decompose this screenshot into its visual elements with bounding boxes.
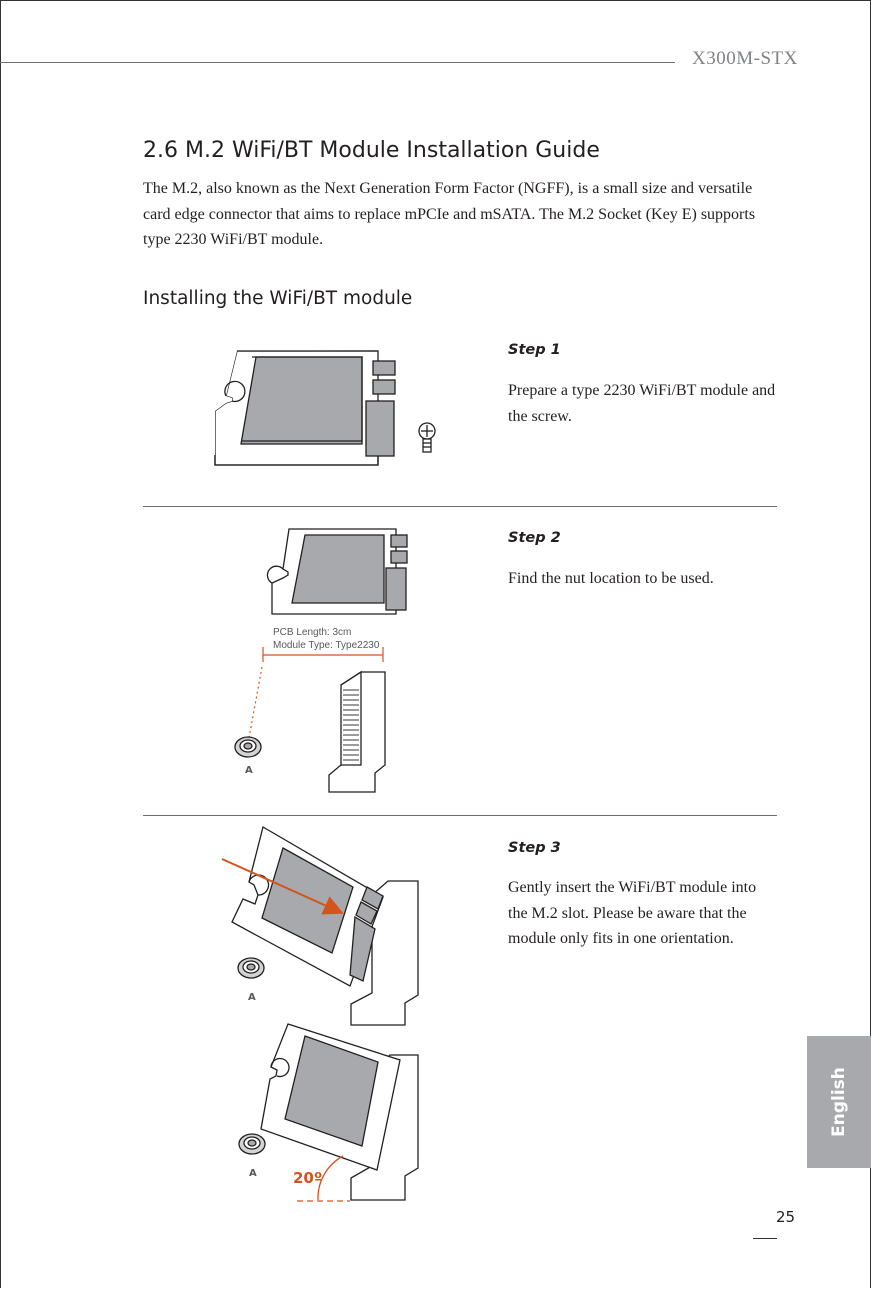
language-tab-label-wrap	[807, 1036, 871, 1168]
standoff-nut-icon	[239, 1134, 265, 1154]
subsection-title: Installing the WiFi/BT module	[143, 288, 413, 309]
step-1-label: Step 1	[508, 342, 561, 358]
step-1-text: Prepare a type 2230 WiFi/BT module and the screw.	[508, 382, 776, 425]
step-3-label: Step 3	[508, 840, 561, 856]
step2-wifi-module	[267, 529, 407, 614]
angle-label: 20º	[293, 1169, 323, 1187]
section-title: 2.6 M.2 WiFi/BT Module Installation Guide	[143, 138, 600, 163]
step3-wifi-module-angled	[261, 1024, 400, 1170]
standoff-nut-icon	[235, 737, 261, 757]
m2-slot	[329, 672, 385, 792]
nut-label: A	[248, 992, 256, 1003]
pcb-length-label: PCB Length: 3cm	[273, 627, 352, 638]
standoff-nut-icon	[238, 958, 264, 978]
step-2-text: Find the nut location to be used.	[508, 570, 714, 587]
nut-label: A	[249, 1168, 257, 1179]
step-3-text: Gently insert the WiFi/BT module into the M.2 slot. Please be aware that the module only fits in one orientation.	[508, 879, 757, 947]
header-model: X300M-STX	[692, 48, 798, 69]
language-tab-label: English	[829, 1067, 850, 1137]
intro-paragraph: The M.2, also known as the Next Generation Form Factor (NGFF), is a small size and versatile card edge connector that aims to replace mPCIe and mSATA. The M.2 Socket (Key E) supports type 2230 WiFi/BT module.	[143, 180, 756, 248]
page-number: 25	[776, 1208, 796, 1226]
page-number-rule	[753, 1238, 777, 1239]
nut-label: A	[245, 765, 253, 776]
step-2-label: Step 2	[508, 530, 561, 546]
step1-wifi-module	[208, 344, 395, 465]
screw-icon	[419, 423, 435, 452]
module-type-label: Module Type: Type2230	[273, 640, 380, 651]
